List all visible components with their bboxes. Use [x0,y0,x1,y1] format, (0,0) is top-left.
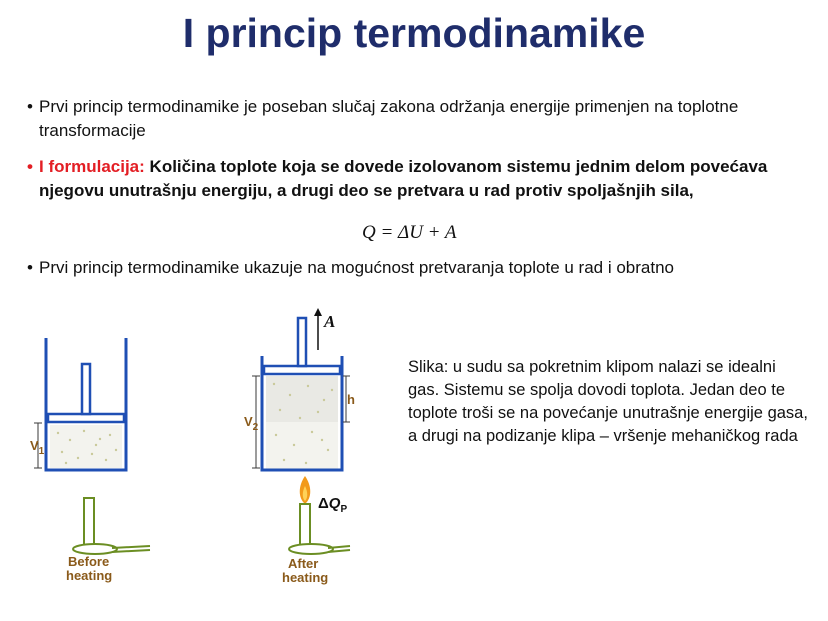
bullet-conversion [27,256,810,280]
burner-before [73,498,150,554]
label-v2: $V_2$ [244,414,259,433]
bullet-first-principle [27,95,810,143]
bullet-dot: • [27,97,33,116]
piston-figure [0,300,400,600]
vessel-before [45,338,128,470]
piston-rod-after [298,318,306,366]
piston-rod-before [82,364,90,414]
gas-before [50,425,122,468]
label-h: h [347,392,355,407]
formulation-block [30,155,800,203]
formulation-text: Količina toplote koja se dovede izolovanom sistemu jednim delom povećava njegovu unutrašnju energiju, a drugi deo se pretvara u rad protiv spoljašnjih sila, [39,157,768,200]
first-law-equation: Q = ΔU + A [362,222,457,243]
work-arrow [314,308,322,350]
slide-title: I princip termodinamike [182,10,646,56]
label-after-1: After [288,556,319,571]
flame [300,476,311,504]
vessel-after [261,318,344,470]
label-after-2: heating [282,570,329,585]
bullet-text: Prvi princip termodinamike je poseban slučaj zakona održanja energije primenjen na toplotne transformacije [39,97,739,140]
formulation-label: I formulacija: [39,157,145,176]
label-before-2: heating [66,568,113,583]
bullet-text: Prvi princip termodinamike ukazuje na mogućnost pretvaranja toplote u rad i obratno [39,258,675,277]
gas-expansion-zone [266,376,338,422]
label-work: A [324,312,336,331]
label-before-1: Before [68,554,110,569]
figure-caption: Slika: u sudu sa pokretnim klipom nalazi se idealni gas. Sistemu se spolja dovodi toplota. Jedan deo te toplote troši se na povećanje unutrašnje energije gasa, a drugi na podizanje klipa – vršenje mehaničkog rada [408,358,808,445]
label-v1: $V_1$ [30,438,45,457]
bullet-dot: • [27,157,33,176]
label-heat: $\Delta Q_P$ [318,495,348,515]
bullet-formulation [27,155,800,203]
bullet-dot: • [27,258,33,277]
